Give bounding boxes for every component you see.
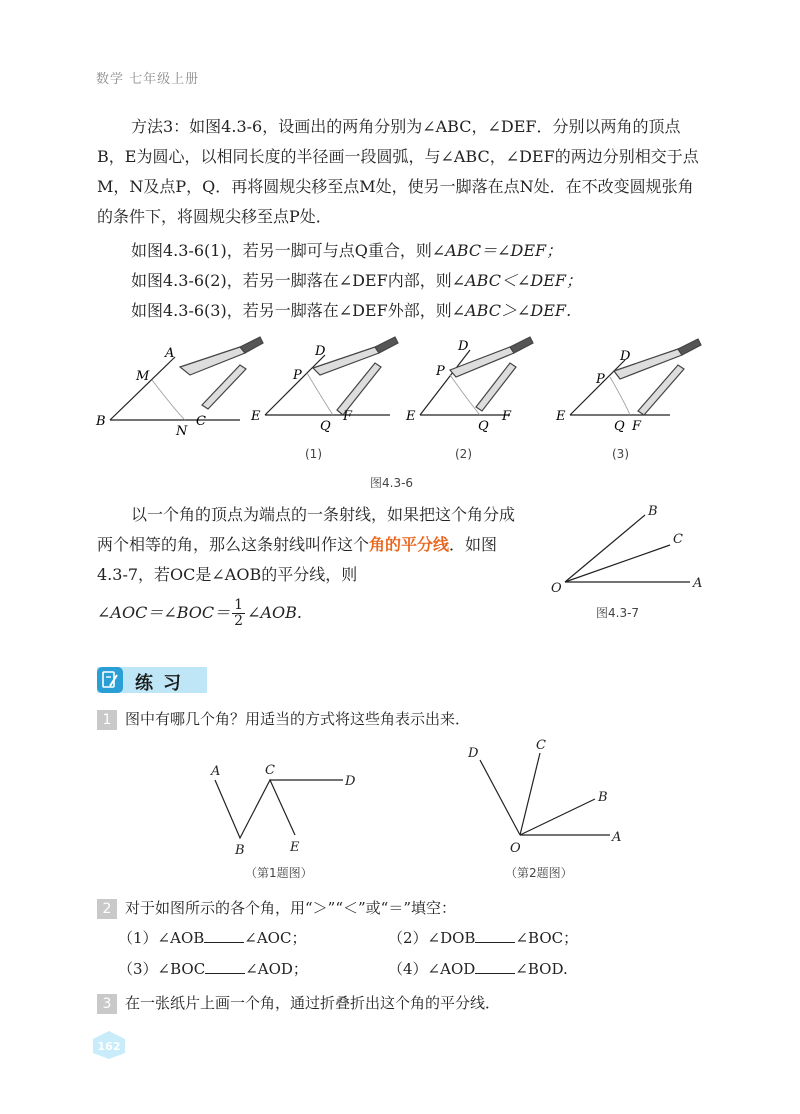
q2-item-2-left: （2）∠DOB bbox=[388, 929, 476, 947]
arc bbox=[307, 373, 333, 415]
q2-item-4-left: （4）∠AOD bbox=[388, 960, 476, 978]
label-D: D bbox=[345, 774, 356, 789]
label-P: P bbox=[596, 372, 605, 387]
compass-icon bbox=[180, 337, 263, 409]
sub-caption-1: (1) bbox=[305, 447, 322, 461]
figure-4-3-6 bbox=[90, 335, 720, 450]
exercise-figure-1 bbox=[205, 760, 365, 860]
case3-text: 如图4.3-6(3)，若另一脚落在∠DEF外部，则 bbox=[131, 301, 452, 320]
exercise-figure-2 bbox=[460, 735, 640, 855]
q2-item-1-left: （1）∠AOB bbox=[118, 929, 205, 947]
question-3-number: 3 bbox=[97, 994, 117, 1014]
compass-diagram-0 bbox=[95, 337, 263, 439]
answer-blank[interactable] bbox=[475, 959, 515, 974]
q2-item-3-right: ∠AOD； bbox=[245, 960, 308, 978]
label-A: A bbox=[693, 576, 703, 591]
q2-item-4 bbox=[388, 958, 568, 979]
bisector-text-2: ．如图4.3-7，若OC是∠AOB的平分线，则 bbox=[97, 535, 498, 584]
fraction-denominator: 2 bbox=[234, 613, 244, 629]
question-1-number: 1 bbox=[97, 710, 117, 730]
question-2-text: 对于如图所示的各个角，用“＞”“＜”或“＝”填空： bbox=[125, 899, 457, 917]
case3-line bbox=[131, 298, 582, 321]
pencil-svg bbox=[97, 667, 123, 693]
label-D: D bbox=[620, 349, 631, 364]
bisector-definition bbox=[97, 500, 522, 590]
q2-item-3-left: （3）∠BOC bbox=[118, 960, 206, 978]
question-3-text: 在一张纸片上画一个角，通过折叠折出这个角的平分线． bbox=[125, 994, 501, 1012]
sub-caption-3: (3) bbox=[612, 447, 629, 461]
formula-post: ∠AOB. bbox=[247, 603, 302, 622]
fraction-numerator: 1 bbox=[234, 597, 244, 613]
ray-ED bbox=[570, 360, 625, 415]
q2-item-2 bbox=[388, 927, 578, 948]
case1-line bbox=[131, 238, 562, 261]
ray-OC bbox=[520, 753, 540, 835]
label-D: D bbox=[468, 746, 479, 761]
label-O: O bbox=[551, 581, 562, 596]
case2-text: 如图4.3-6(2)，若另一脚落在∠DEF内部，则 bbox=[131, 271, 452, 290]
exercise-title: 练习 bbox=[135, 673, 191, 694]
exercise-header bbox=[97, 667, 207, 693]
ray-OB bbox=[565, 515, 645, 582]
label-M: M bbox=[136, 369, 150, 384]
ray-ED bbox=[265, 355, 325, 415]
ray-OB bbox=[520, 799, 595, 835]
label-C: C bbox=[673, 532, 683, 547]
q2-item-2-right: ∠BOC； bbox=[515, 929, 579, 947]
label-F: F bbox=[343, 409, 353, 424]
label-D: D bbox=[315, 344, 326, 359]
compass-diagram-1 bbox=[250, 337, 398, 434]
figure-4-3-7 bbox=[545, 500, 715, 600]
ray-OC bbox=[565, 545, 670, 582]
arc bbox=[450, 375, 480, 415]
question-3 bbox=[97, 992, 500, 1014]
label-C: C bbox=[536, 738, 546, 753]
label-Q: Q bbox=[478, 419, 489, 434]
ray-ED bbox=[420, 350, 470, 415]
answer-blank[interactable] bbox=[204, 928, 244, 943]
compass-diagram-2 bbox=[405, 337, 533, 434]
label-A: A bbox=[165, 346, 175, 361]
label-D: D bbox=[458, 339, 469, 354]
case3-relation: ∠ABC＞∠DEF． bbox=[451, 301, 582, 320]
method3-paragraph: 方法3：如图4.3-6，设画出的两角分别为∠ABC，∠DEF．分别以两角的顶点B，E为圆心，以相同长度的半径画一段圆弧，与∠ABC，∠DEF的两边分别相交于点M，N及点P，Q．再将圆规尖移至点M处，使另一脚落在点N处．在不改变圆规张角的条件下，将圆规尖移至点P处． bbox=[97, 117, 699, 226]
sub-caption-2: (2) bbox=[455, 447, 472, 461]
question-2-number: 2 bbox=[97, 899, 117, 919]
label-Q: Q bbox=[614, 419, 625, 434]
label-B: B bbox=[235, 843, 245, 858]
label-N: N bbox=[176, 424, 188, 439]
pencil-note-icon bbox=[97, 667, 123, 693]
ray-BA bbox=[110, 357, 175, 420]
case1-relation: ∠ABC＝∠DEF； bbox=[431, 241, 563, 260]
figure-caption-4-3-7: 图4.3-7 bbox=[596, 606, 640, 620]
q2-item-1-right: ∠AOC； bbox=[244, 929, 307, 947]
arc bbox=[152, 380, 185, 420]
figure-caption-4-3-6: 图4.3-6 bbox=[370, 476, 414, 490]
compass-diagram-3 bbox=[555, 339, 701, 434]
label-O: O bbox=[510, 841, 521, 855]
label-E: E bbox=[251, 409, 261, 424]
page-number-badge bbox=[92, 1030, 126, 1060]
label-F: F bbox=[632, 419, 642, 434]
label-E: E bbox=[406, 409, 416, 424]
question-1-text: 图中有哪几个角？用适当的方式将这些角表示出来． bbox=[125, 710, 471, 728]
label-A: A bbox=[612, 830, 622, 845]
label-B: B bbox=[648, 504, 658, 519]
arc bbox=[610, 377, 630, 415]
case2-line bbox=[131, 268, 582, 291]
question-2 bbox=[97, 897, 456, 919]
label-P: P bbox=[293, 368, 302, 383]
label-B: B bbox=[598, 790, 608, 805]
case1-text: 如图4.3-6(1)，若另一脚可与点Q重合，则 bbox=[131, 241, 432, 260]
zigzag-lines bbox=[215, 780, 295, 838]
bisector-term: 角的平分线 bbox=[369, 535, 450, 554]
bisector-formula bbox=[97, 598, 302, 629]
q2-item-4-right: ∠BOD. bbox=[515, 960, 568, 978]
label-B: B bbox=[96, 414, 106, 429]
exercise-figure-1-caption: （第1题图） bbox=[245, 866, 313, 880]
label-E: E bbox=[290, 840, 300, 855]
formula-pre: ∠AOC＝∠BOC＝ bbox=[97, 603, 231, 622]
label-P: P bbox=[436, 364, 445, 379]
page-number: 162 bbox=[97, 1040, 121, 1053]
case2-relation: ∠ABC＜∠DEF； bbox=[451, 271, 582, 290]
label-E: E bbox=[556, 409, 566, 424]
label-C: C bbox=[265, 763, 275, 778]
label-A: A bbox=[211, 764, 221, 779]
answer-blank[interactable] bbox=[205, 959, 245, 974]
label-Q: Q bbox=[320, 419, 331, 434]
running-header: 数学 七年级上册 bbox=[96, 72, 200, 87]
fraction-half bbox=[232, 598, 245, 629]
q2-item-3 bbox=[118, 958, 308, 979]
ray-OD bbox=[480, 760, 520, 835]
q2-item-1 bbox=[118, 927, 306, 948]
answer-blank[interactable] bbox=[475, 928, 515, 943]
bisector-text-1: 以一个角的顶点为端点的一条射线，如果把这个角分成两个相等的角，那么这条射线叫作这个 bbox=[97, 505, 516, 554]
exercise-figure-2-caption: （第2题图） bbox=[505, 866, 573, 880]
label-F: F bbox=[502, 409, 512, 424]
question-1 bbox=[97, 708, 470, 730]
label-C: C bbox=[196, 414, 206, 429]
